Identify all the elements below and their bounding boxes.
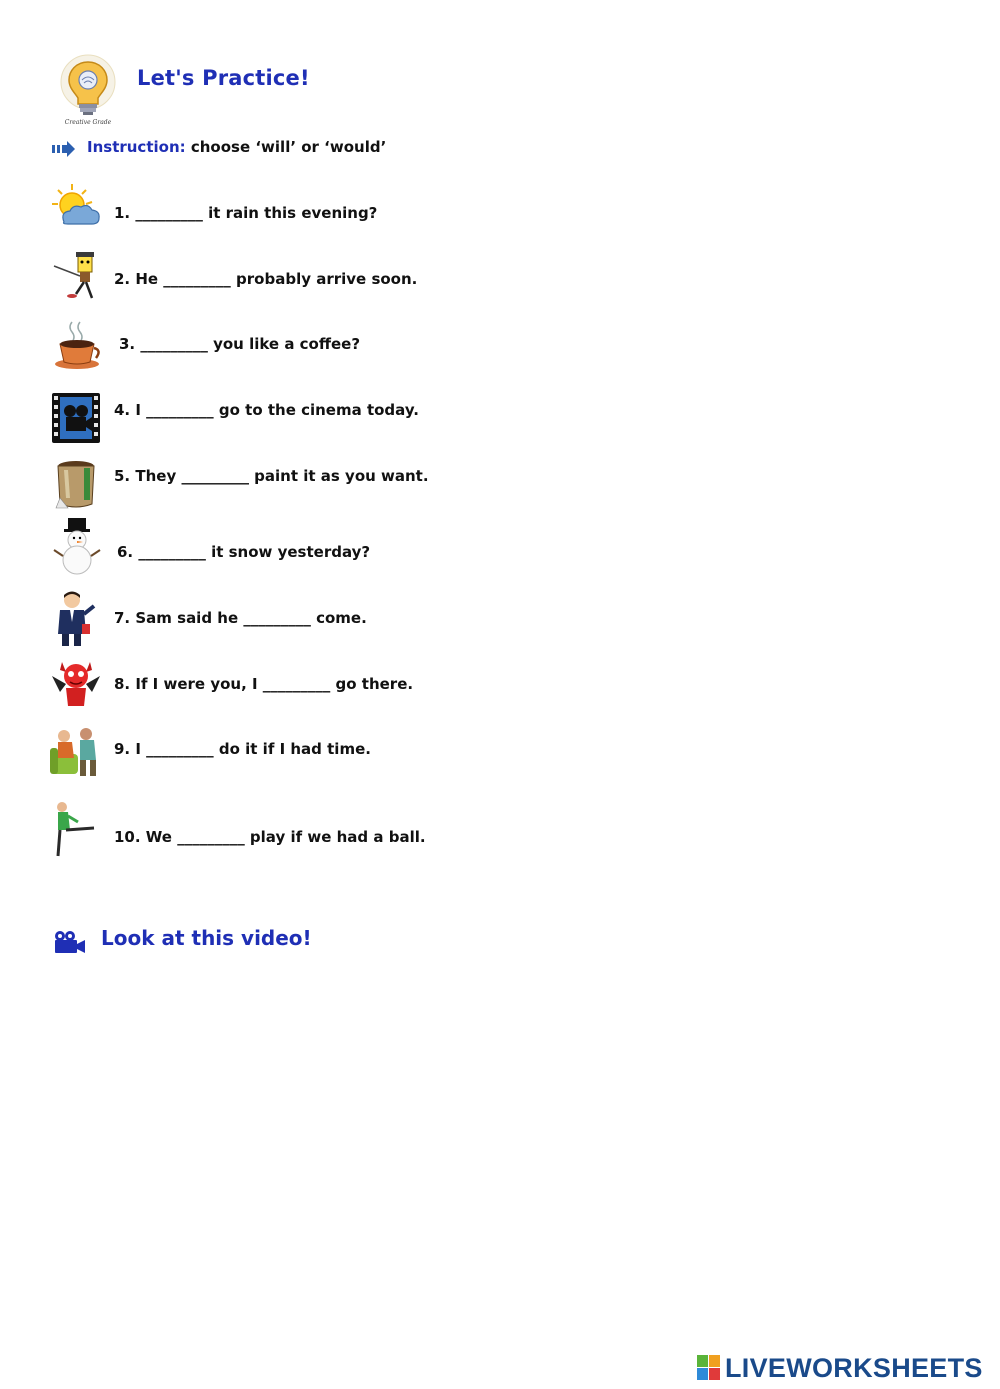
- question-6: 6. _________ it snow yesterday?: [117, 543, 371, 561]
- liveworksheets-logo: [697, 1352, 983, 1384]
- brand-name: LIVEWORKSHEETS: [725, 1352, 983, 1383]
- instruction: [87, 138, 386, 156]
- page-title: Let's Practice!: [137, 66, 310, 90]
- paint-bucket-icon: [54, 458, 104, 508]
- film-camera-icon: [52, 393, 102, 443]
- video-camera-icon: [52, 930, 86, 954]
- live-badge-icon: [697, 1355, 721, 1381]
- instruction-text: choose ‘will’ or ‘would’: [185, 138, 387, 156]
- question-4: 4. I _________ go to the cinema today.: [114, 401, 419, 419]
- lightbulb-logo-icon: [56, 52, 120, 130]
- video-section-title: Look at this video!: [101, 926, 312, 950]
- businessman-icon: [52, 590, 102, 640]
- svg-text:Creative Grade: Creative Grade: [64, 119, 112, 126]
- question-1: 1. _________ it rain this evening?: [114, 204, 378, 222]
- walking-person-icon: [50, 250, 100, 300]
- people-sitting-icon: [50, 726, 100, 776]
- instruction-label: Instruction:: [87, 138, 186, 156]
- snowman-icon: [52, 518, 102, 568]
- question-7: 7. Sam said he _________ come.: [114, 609, 367, 627]
- question-10: 10. We _________ play if we had a ball.: [114, 828, 426, 846]
- question-9: 9. I _________ do it if I had time.: [114, 740, 371, 758]
- question-2: 2. He _________ probably arrive soon.: [114, 270, 418, 288]
- question-5: 5. They _________ paint it as you want.: [114, 467, 429, 485]
- question-3: 3. _________ you like a coffee?: [119, 335, 361, 353]
- devil-icon: [50, 656, 100, 706]
- arrow-right-icon: [52, 140, 76, 158]
- kicking-player-icon: [50, 800, 100, 860]
- sun-cloud-icon: [50, 182, 100, 232]
- coffee-cup-icon: [52, 318, 102, 368]
- question-8: 8. If I were you, I _________ go there.: [114, 675, 414, 693]
